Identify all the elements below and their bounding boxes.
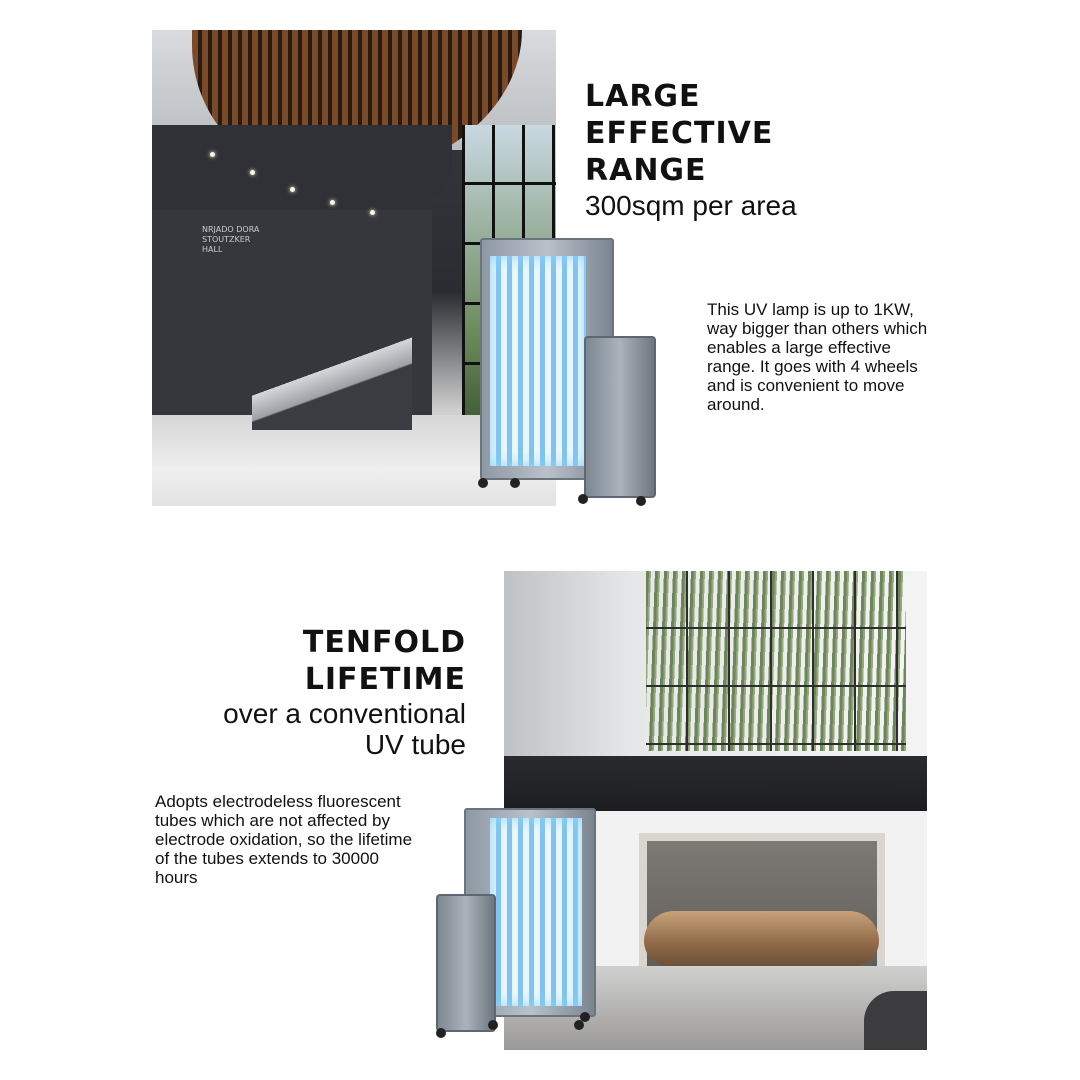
staircase bbox=[252, 320, 412, 430]
wheel bbox=[488, 1020, 498, 1030]
ceiling-beam bbox=[504, 756, 927, 811]
section1-description: This UV lamp is up to 1KW, way bigger than others which enables a large effective range. It goes with 4 wheels and is convenient to move around. bbox=[707, 300, 928, 414]
section1-subheadline: 300sqm per area bbox=[585, 190, 797, 221]
wheel bbox=[574, 1020, 584, 1030]
ceiling-light bbox=[250, 170, 255, 175]
subheadline-line: over a conventional bbox=[223, 698, 466, 729]
section2-subheadline bbox=[140, 698, 466, 760]
uv-tubes bbox=[490, 818, 582, 1006]
section2-description: Adopts electrodeless fluorescent tubes which are not affected by electrode oxidation, so the lifetime of the tubes extends to 30000 hours bbox=[155, 792, 413, 887]
wheel bbox=[636, 496, 646, 506]
subheadline-line: UV tube bbox=[364, 729, 466, 760]
headline-line: LIFETIME bbox=[304, 662, 466, 697]
headline-line: EFFECTIVE bbox=[585, 116, 774, 151]
headline-line: TENFOLD bbox=[302, 625, 466, 660]
section1-headline bbox=[585, 78, 885, 189]
lamp-cabinet bbox=[584, 336, 656, 498]
headline-line: LARGE bbox=[585, 79, 701, 114]
wheel bbox=[510, 478, 520, 488]
hanging-plants bbox=[646, 571, 906, 751]
wheel bbox=[578, 494, 588, 504]
uv-lamp-device-2 bbox=[434, 808, 596, 1040]
wheel bbox=[478, 478, 488, 488]
reception-desk bbox=[644, 911, 879, 966]
ceiling-light bbox=[330, 200, 335, 205]
ceiling-light bbox=[290, 187, 295, 192]
uv-tubes bbox=[490, 256, 586, 466]
ceiling-light bbox=[210, 152, 215, 157]
section2-headline bbox=[170, 624, 466, 698]
wheel bbox=[436, 1028, 446, 1038]
sofa bbox=[864, 991, 927, 1050]
lamp-cabinet bbox=[436, 894, 496, 1032]
ceiling-light bbox=[370, 210, 375, 215]
hall-sign: NRJADO DORA STOUTZKER HALL bbox=[202, 225, 260, 254]
headline-line: RANGE bbox=[585, 153, 707, 188]
uv-lamp-device-1 bbox=[474, 238, 656, 508]
